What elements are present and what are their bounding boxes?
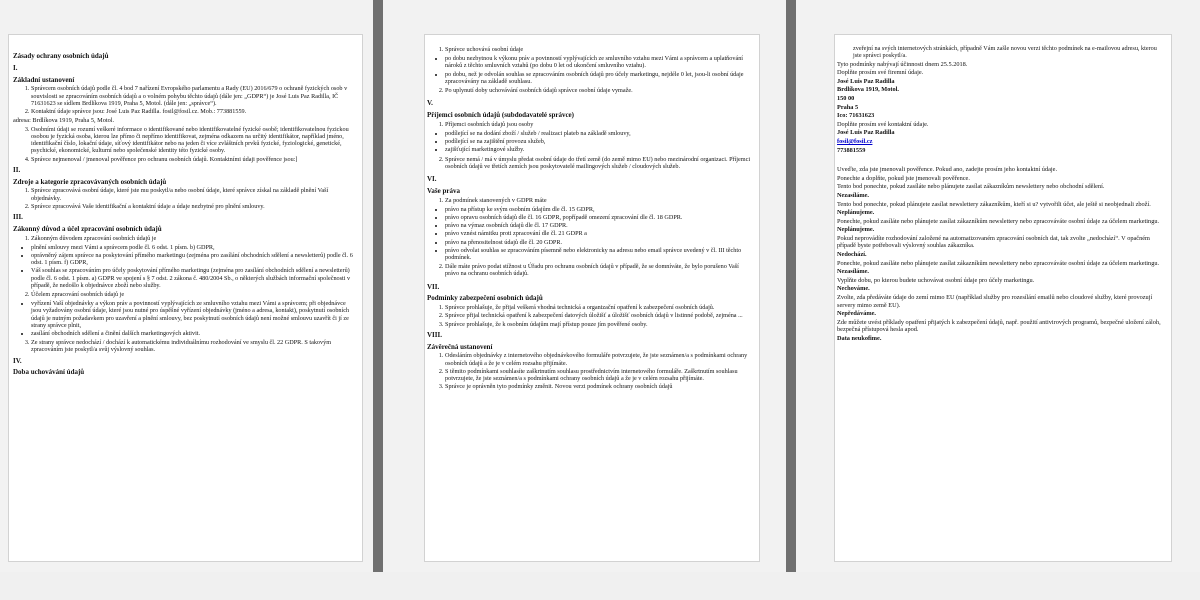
section-title: Podmínky zabezpečení osobních údajů (427, 294, 543, 303)
list-item: 2. Kontaktní údaje správce jsou: José Luis Paz Radilla. fosil@fosil.cz. Mob.: 773881559. (31, 108, 356, 115)
note: Doplňte prosím své kontaktní údaje. (837, 120, 929, 128)
page-gap (373, 0, 383, 572)
bullet-item: • plnění smlouvy mezi Vámi a správcem podle čl. 6 odst. 1 písm. b) GDPR, (31, 244, 356, 251)
viewer-bottom-bar (0, 572, 1200, 600)
list-item: 3. Osobními údaji se rozumí veškeré informace o identifikované nebo identifikovatelné fyzické osobě; identifikovatelnou fyzickou osobou je fyzická osoba, kterou lze přímo či nepřímo identifikovat, zejména odkazem na určitý identifikátor, například jméno, identifikační číslo, lokační údaje, síťový identifikátor nebo na jeden či více zvláštních prvků fyzické, fyziologické, genetické, psychické, ekonomické, kulturní nebo společenské identity této fyzické osoby. (31, 126, 356, 155)
section-title: Základní ustanovení (13, 75, 75, 84)
list-item: 2. Účelem zpracování osobních údajů je (31, 291, 356, 298)
company-name: José Luis Paz Radilla (837, 77, 895, 85)
section-title: Zdroje a kategorie zpracovávaných osobních údajů (13, 177, 167, 186)
page-3 (834, 34, 1172, 562)
page-gap (786, 0, 796, 572)
section-title: Zákonný důvod a účel zpracování osobních údajů (13, 224, 162, 233)
list-item: 1. Správce zpracovává osobní údaje, které jste mu poskytl/a nebo osobní údaje, které správce získal na základě plnění Vaší objednávky. (31, 187, 356, 201)
bullet-item: • oprávněný zájem správce na poskytování přímého marketingu (zejména pro zasílání obchodních sdělení a newsletterů) podle čl. 6 odst. 1 písm. f) GDPR, (31, 252, 356, 266)
option-value: Nepředáváme. (837, 310, 876, 318)
bullet-item: • po dobu nezbytnou k výkonu práv a povinností vyplývajících ze smluvního vztahu mezi Vámi a správcem a uplatňování nároků z těchto smluvních vztahů (po dobu 0 let od ukončení smluvního vztahu). (445, 55, 753, 69)
option-value: Data neukofime. (837, 335, 882, 342)
note: Tento bod ponechte, pokud plánujete zasílat newslettery zákazníkům, kteří si u? vytvořili účet, ale ještě si neobjednali zboží. (837, 200, 1151, 208)
section-title: Doba uchovávání údajů (13, 368, 85, 377)
list-item: 1. Příjemci osobních údajů jsou osoby (445, 121, 753, 128)
section-number: III. (13, 213, 23, 222)
list-item: 2. Dále máte právo podat stížnost u Úřadu pro ochranu osobních údajů v případě, že se domníváte, že bylo porušeno Vaší právo na ochranu osobních údajů. (445, 263, 753, 277)
section-number: IV. (13, 356, 22, 365)
contact-email-link[interactable]: fosil@fosil.cz (837, 137, 873, 145)
page-1 (8, 34, 363, 562)
section-number: V. (427, 99, 433, 108)
effective-date: Tyto podmínky nabývají účinnosti dnem 25.5.2018. (837, 60, 968, 68)
section-title: Vaše práva (427, 186, 460, 195)
section-number: II. (13, 165, 21, 174)
bullet-item: • zajišťující marketingové služby. (445, 146, 753, 153)
bullet-item: • právo na přístup ke svým osobním údajům dle čl. 15 GDPR, (445, 206, 753, 213)
bullet-item: • po dobu, než je odvolán souhlas se zpracováním osobních údajů pro účely marketingu, nejdéle 0 let, jsou-li osobní údaje zpracovávány na základě souhlasu. (445, 71, 753, 85)
list (427, 304, 753, 328)
list (13, 339, 356, 353)
option-value: Nedochází. (837, 251, 867, 259)
section-number: VI. (427, 175, 437, 184)
bullet-item: • Váš souhlas se zpracováním pro účely poskytování přímého marketingu (zejména pro zasílání obchodních sdělení a newsletterů) podle čl. 6 odst. 1 písm. a) GDPR ve spojení s § 7 odst. 2 zákona č. 480/2004 Sb., o některých službách informační společnosti v případě, že nedošlo k objednávce zboží nebo služby. (31, 267, 356, 289)
company-ico: Ico: 71631623 (837, 112, 875, 120)
bullet-item: • podílející se na zajištění provozu služeb, (445, 138, 753, 145)
bullet-item: • právo opravu osobních údajů dle čl. 16 GDPR, popřípadě omezení zpracování dle čl. 18 GDPR. (445, 214, 753, 221)
contact-phone: 773881559 (837, 146, 866, 154)
note: Ponechte, pokud zasíláte nebo plánujete zasílat zákazníkům newslettery nebo zpracováváte osobní údaje za účelem marketingu. (837, 259, 1160, 267)
section-title: Závěrečná ustanovení (427, 342, 493, 351)
list (427, 121, 753, 128)
list (427, 352, 753, 390)
list (427, 87, 753, 94)
list (427, 197, 753, 204)
bullet-list (427, 55, 753, 85)
list (427, 156, 753, 170)
bullet-item: • vyřízení Vaší objednávky a výkon práv a povinností vyplývajících ze smluvního vztahu mezi Vámi a správcem; při objednávce jsou vyžadovány osobní údaje, které jsou nutné pro úspěšné vyřízení objednávky (jméno a adresa, kontakt), poskytnutí osobních údajů je nutným požadavkem pro uzavření a plnění smlouvy, bez poskytnutí osobních údajů není možné smlouvu uzavřít či jí ze strany správce plnit, (31, 300, 356, 329)
continued-text: zveřejní na svých internetových stránkách, případně Vám zašle novou verzi těchto podmínek na e-mailovou adresu, kterou jste správci poskytl/a. (853, 45, 1157, 60)
section-number: VIII. (427, 330, 442, 339)
note: Zvolte, zda předáváte údaje do zemí mimo EU (například služby pro rozesílání emailů nebo cloudové služby, které provozují servery mimo země EU). (837, 294, 1153, 309)
note: Tento bod ponechte, pokud zasíláte nebo plánujete zasílat zákazníkům newslettery nebo obchodní sdělení. (837, 183, 1105, 191)
list-item: 3. Správce prohlašuje, že k osobním údajům mají přístup pouze jím pověřené osoby. (445, 321, 753, 328)
list-item: 2. Správce nemá / má v úmyslu předat osobní údaje do třetí země (do země mimo EU) nebo mezinárodní organizaci. Příjemci osobních údajů ve třetích zemích jsou poskytovatelé mailingových služeb / cloudových služeb. (445, 156, 753, 170)
option-value: Neplánujeme. (837, 226, 875, 234)
company-zip: 150 00 (837, 94, 855, 102)
bullet-list (13, 244, 356, 289)
company-street: Brdlíkova 1919, Motol. (837, 86, 899, 94)
list (13, 291, 356, 298)
option-value: Nezasíláme. (837, 268, 869, 276)
note: Vyplňte dobu, po kterou budete uchovávat osobní údaje pro účely marketingu. (837, 276, 1035, 284)
note: Pokud neprovádíte rozhodování založené na automatizovaném zpracování osobních dat, tak zvolte „nedochází“. V opačném případě byste potřebovali výslovný souhlas zákazníka. (837, 234, 1150, 250)
note: Ponechte a doplňte, pokud jste jmenovali pověřence. (837, 174, 970, 182)
bullet-item: • zasílání obchodních sdělení a činění dalších marketingových aktivit. (31, 330, 356, 337)
bullet-item: • právo na výmaz osobních údajů dle čl. 17 GDPR. (445, 222, 753, 229)
section-number: VII. (427, 282, 440, 291)
list-item: 1. Za podmínek stanovených v GDPR máte (445, 197, 753, 204)
section-title: Příjemci osobních údajů (subdodavatelé správce) (427, 111, 574, 120)
address-line: adresa: Brdlíkova 1919, Praha 5, Motol. (13, 117, 115, 125)
note: Zde můžete uvést příklady opatření přijatých k zabezpečení údajů, např. použití antivirových programů, bezpečné uložení záloh, bezpečná přístupová hesla apod. (837, 318, 1161, 334)
section-number: I. (13, 63, 18, 72)
bullet-list (427, 130, 753, 154)
list-item: 2. Správce zpracovává Vaše identifikační a kontaktní údaje a údaje nezbytné pro plnění smlouvy. (31, 203, 356, 210)
bullet-item: • právo vznést námitku proti zpracování dle čl. 21 GDPR a (445, 230, 753, 237)
list-item: 2. S těmito podmínkami souhlasíte zaškrtnutím souhlasu prostřednictvím internetového formuláře. Zaškrtnutím souhlasu potvrzujete, že jste seznámen/a s podmínkami ochrany osobních údajů a že je v celém rozsahu přijímáte. (445, 368, 753, 382)
list (13, 126, 356, 163)
list (13, 235, 356, 242)
list-item: 1. Správce uchovává osobní údaje (445, 46, 753, 53)
list-item: 1. Správce prohlašuje, že přijal veškerá vhodná technická a organizační opatření k zabezpečení osobních údajů. (445, 304, 753, 311)
note: Uveďte, zda jste jmenovali pověřence. Pokud ano, zadejte prosím jeho kontaktní údaje. (837, 166, 1058, 174)
list (13, 187, 356, 210)
bullet-item: • právo odvolat souhlas se zpracováním písemně nebo elektronicky na adresu nebo email správce uvedený v čl. III těchto podmínek. (445, 247, 753, 261)
document-title: Zásady ochrany osobních údajů (13, 52, 109, 60)
bullet-list (13, 300, 356, 337)
list-item: 4. Správce nejmenoval / jmenoval pověřence pro ochranu osobních údajů. Kontaktními údaji pověřence jsou:] (31, 156, 356, 163)
bullet-list (427, 206, 753, 261)
list-item: 2. Po uplynutí doby uchovávání osobních údajů správce osobní údaje vymaže. (445, 87, 753, 94)
option-value: Neplánujeme. (837, 209, 875, 217)
list-item: 1. Zákonným důvodem zpracování osobních údajů je (31, 235, 356, 242)
company-city: Praha 5 (837, 103, 859, 111)
option-value: Nechováme. (837, 285, 870, 293)
list (427, 46, 753, 53)
page-2 (424, 34, 760, 562)
list-item: 2. Správce přijal technická opatření k zabezpečení datových úložišť a úložišť osobních údajů v listinné podobě, zejména ... (445, 312, 753, 319)
list-item: 3. Správce je oprávněn tyto podmínky změnit. Novou verzi podmínek ochrany osobních údajů (445, 383, 753, 390)
note: Ponechte, pokud zasíláte nebo plánujete zasílat zákazníkům newslettery nebo zpracováváte osobní údaje za účelem marketingu. (837, 217, 1160, 225)
list (13, 85, 356, 115)
list (427, 263, 753, 277)
bullet-item: • právo na přenositelnost údajů dle čl. 20 GDPR. (445, 239, 753, 246)
bullet-item: • podílející se na dodání zboží / služeb / realizaci plateb na základě smlouvy, (445, 130, 753, 137)
contact-name: José Luis Paz Radilla (837, 129, 895, 137)
list-item: 1. Odesláním objednávky z internetového objednávkového formuláře potvrzujete, že jste seznámen/a s podmínkami ochrany osobních údajů a že je v celém rozsahu přijímáte. (445, 352, 753, 366)
note: Doplňte prosím své firemní údaje. (837, 69, 924, 77)
option-value: Nezasíláme. (837, 191, 869, 199)
list-item: 3. Ze strany správce nedochází / dochází k automatickému individuálnímu rozhodování ve smyslu čl. 22 GDPR. S takovým zpracováním jste poskytl/a svůj výslovný souhlas. (31, 339, 356, 353)
list-item: 1. Správcem osobních údajů podle čl. 4 bod 7 nařízení Evropského parlamentu a Rady (EU) 2016/679 o ochraně fyzických osob v souvislosti se zpracováním osobních údajů a o volném pohybu těchto údajů (dále jen: „GDPR“) je José Luis Paz Radilla, IČ 71631623 se sídlem Brdlíkova 1919, Praha 5, Motol. (dále jen: „správce“). (31, 85, 356, 107)
